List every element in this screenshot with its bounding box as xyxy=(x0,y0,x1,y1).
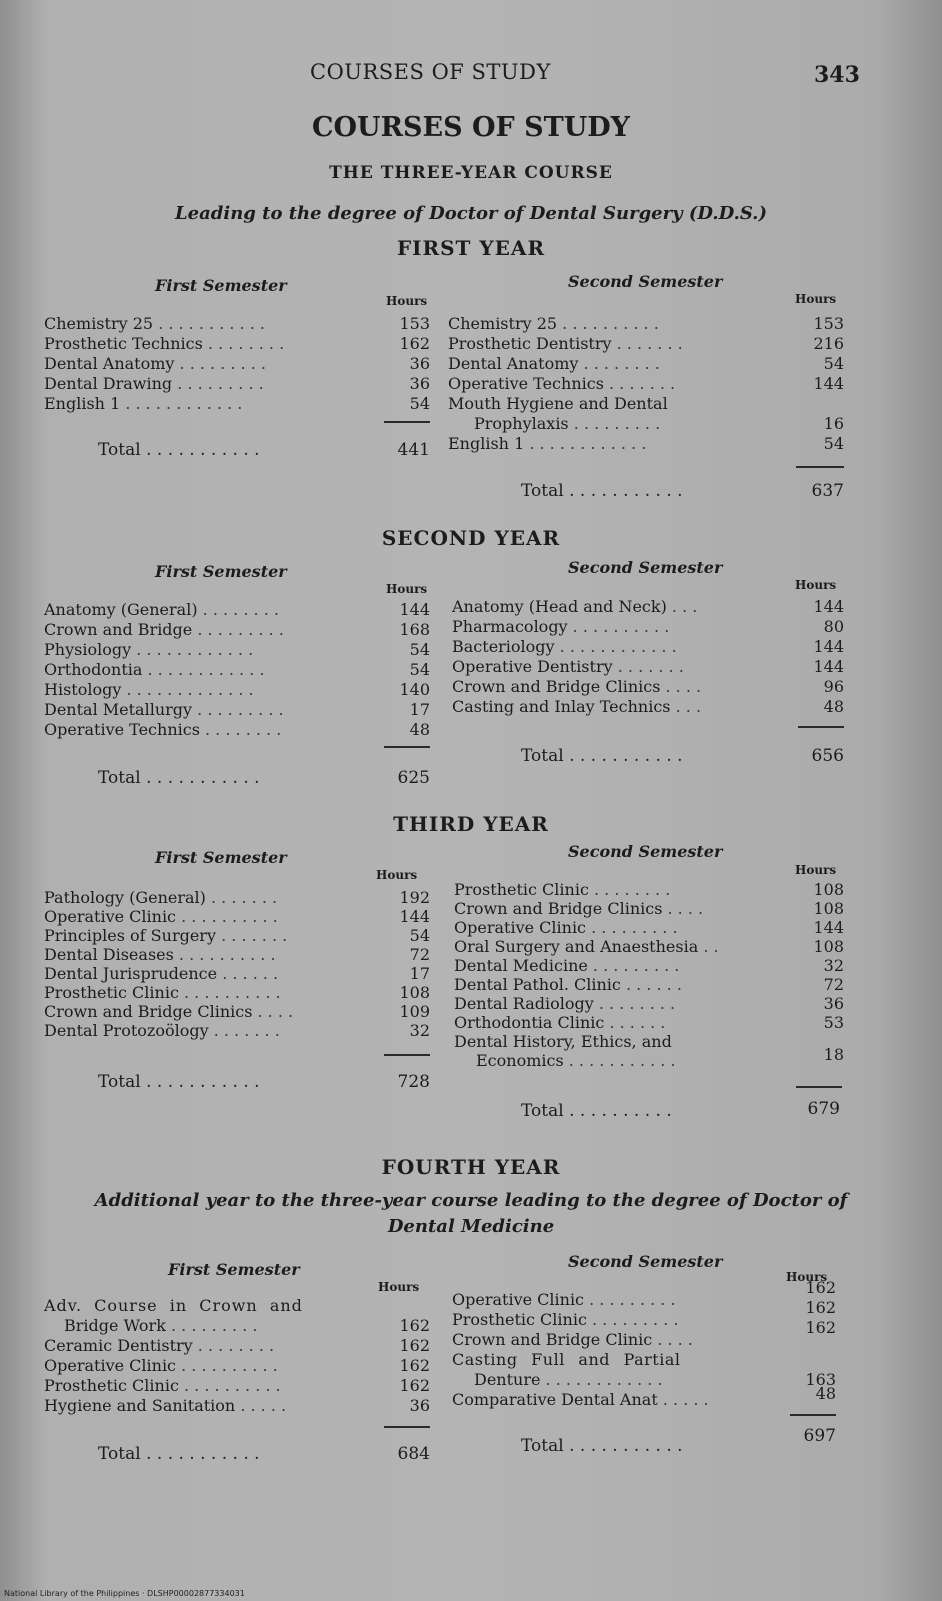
course-hours: 216 xyxy=(813,334,844,353)
leader-dots: . . . . . . . xyxy=(612,657,684,676)
course-hours: 32 xyxy=(409,1021,430,1040)
course-name: Dental Jurisprudence xyxy=(44,964,218,983)
total-row xyxy=(521,1436,683,1456)
total-label: Total xyxy=(521,746,564,766)
leader-dots: . . . . . . . . xyxy=(588,880,671,899)
total-row xyxy=(98,1444,260,1464)
hours-heading: Hours xyxy=(378,1280,420,1294)
course-name: Casting Full and Partial xyxy=(452,1350,681,1369)
course-row xyxy=(454,880,848,899)
leader-dots: . . . . . . . xyxy=(205,888,278,907)
course-hours: 53 xyxy=(823,1013,844,1032)
course-name: Prosthetic Clinic xyxy=(454,880,589,899)
leader-dots: . . . . . . . . . . xyxy=(567,617,670,636)
leader-dots: . . . . . . . . xyxy=(593,994,676,1013)
hours-heading: Hours xyxy=(786,1270,828,1284)
course-row xyxy=(452,1278,842,1310)
course-row xyxy=(44,945,434,964)
leader-dots: . . . . . . . . xyxy=(199,720,282,739)
course-row xyxy=(44,680,434,700)
course-row xyxy=(44,1336,434,1356)
leader-dots: . . . . xyxy=(660,677,702,696)
course-row xyxy=(448,394,848,414)
leader-dots: . . . . . . . . xyxy=(202,334,285,353)
course-row xyxy=(452,657,848,677)
leader-dots: . . . . . . . . xyxy=(578,354,660,373)
course-hours: 108 xyxy=(399,983,430,1002)
course-row xyxy=(44,1376,434,1396)
total-value: 728 xyxy=(397,1072,430,1092)
course-hours: 140 xyxy=(399,680,430,699)
total-rule xyxy=(790,1414,836,1416)
course-hours: 72 xyxy=(823,975,844,994)
hours-heading: Hours xyxy=(795,863,837,877)
total-value: 697 xyxy=(803,1426,836,1446)
course-name: Crown and Bridge xyxy=(44,620,193,639)
leader-dots: . . . . . . . . . xyxy=(586,918,678,937)
leader-dots: . . . xyxy=(666,597,698,616)
hours-heading: Hours xyxy=(376,868,418,882)
course-row xyxy=(454,918,848,937)
course-hours: 17 xyxy=(409,964,430,983)
course-name: Bridge Work xyxy=(64,1316,166,1335)
course-hours: 96 xyxy=(823,677,844,696)
leader-dots: . . . . . . . . . xyxy=(165,1316,258,1335)
total-value: 656 xyxy=(811,746,844,766)
course-hours: 144 xyxy=(813,657,844,676)
leader-dots: . . . . . . . . xyxy=(192,1336,275,1355)
course-list-y2s2 xyxy=(452,597,848,717)
course-name: Ceramic Dentistry xyxy=(44,1336,193,1355)
total-row xyxy=(98,768,260,788)
course-hours: 48 xyxy=(823,697,844,716)
year-title: FIRST YEAR xyxy=(396,236,546,260)
degree-line: Leading to the degree of Doctor of Dental Surgery (D.D.S.) xyxy=(175,203,767,224)
course-name: Operative Clinic xyxy=(454,918,587,937)
course-row xyxy=(452,1370,842,1390)
course-hours: 144 xyxy=(813,597,844,616)
second-semester-heading: Second Semester xyxy=(568,558,723,577)
course-row xyxy=(452,597,848,617)
second-semester-heading: Second Semester xyxy=(568,1252,723,1271)
leader-dots: . . . . . . . . . xyxy=(587,956,680,975)
course-name: Dental Anatomy xyxy=(448,354,579,373)
course-hours: 109 xyxy=(399,1002,430,1021)
course-hours: 54 xyxy=(409,660,430,679)
course-row xyxy=(454,1032,848,1051)
course-row xyxy=(454,956,848,975)
leader-dots: . . . . . . . . . . . . xyxy=(131,640,254,659)
course-name: Operative Technics xyxy=(448,374,604,393)
course-hours: 54 xyxy=(823,354,844,373)
course-name: Dental Radiology xyxy=(454,994,594,1013)
course-name: Dental Metallurgy xyxy=(44,700,193,719)
course-row xyxy=(44,1396,434,1416)
course-row xyxy=(454,1045,848,1070)
course-hours: 162 xyxy=(805,1278,836,1297)
leader-dots: . . . . . . . . . . . . xyxy=(142,660,265,679)
course-name: Casting and Inlay Technics xyxy=(452,697,671,716)
course-name: Mouth Hygiene and Dental xyxy=(448,394,668,413)
course-name: Dental History, Ethics, and xyxy=(454,1032,672,1051)
running-head: COURSES OF STUDY xyxy=(310,60,551,84)
course-name: Adv. Course in Crown and xyxy=(44,1296,303,1315)
course-name: English 1 xyxy=(448,434,525,453)
course-row xyxy=(452,1350,842,1370)
leader-dots: . . . . . . . . . . xyxy=(557,314,659,333)
leader-dots: . . . . . . xyxy=(604,1013,666,1032)
course-name: Hygiene and Sanitation xyxy=(44,1396,236,1415)
course-hours: 54 xyxy=(409,926,430,945)
total-rule xyxy=(796,466,844,468)
course-hours: 162 xyxy=(399,1336,430,1355)
hours-heading: Hours xyxy=(386,294,428,308)
total-label: Total xyxy=(98,440,141,460)
course-name: Pharmacology xyxy=(452,617,568,636)
leader-dots: . . . . . . . . . . xyxy=(176,907,278,926)
course-hours: 163 xyxy=(805,1370,836,1389)
course-row xyxy=(448,354,848,374)
total-label: Total xyxy=(521,481,564,501)
course-hours: 17 xyxy=(409,700,430,719)
leader-dots: . . . . . . . . . xyxy=(192,700,284,719)
course-name: Anatomy (Head and Neck) xyxy=(452,597,667,616)
course-list-y2s1 xyxy=(44,600,434,740)
course-name: Chemistry 25 xyxy=(448,314,558,333)
course-row xyxy=(452,617,848,637)
course-name: Economics xyxy=(476,1051,564,1070)
page-number: 343 xyxy=(814,62,860,88)
course-row xyxy=(44,964,434,983)
total-row xyxy=(521,481,683,501)
course-hours: 48 xyxy=(409,720,430,739)
course-name: Bacteriology xyxy=(452,637,555,656)
course-row xyxy=(454,937,848,956)
leader-dots: . . . . . . . . . . . . . xyxy=(121,680,254,699)
course-hours: 192 xyxy=(399,888,430,907)
leader-dots: . . . . . . . . . . xyxy=(176,1356,278,1375)
course-name: Prosthetic Clinic xyxy=(44,1376,179,1395)
course-hours: 144 xyxy=(813,918,844,937)
total-label: Total xyxy=(521,1436,564,1456)
total-rule xyxy=(798,726,844,728)
course-hours: 162 xyxy=(399,1376,430,1395)
course-list-y3s1 xyxy=(44,888,434,1040)
course-name: Histology xyxy=(44,680,122,699)
total-value: 441 xyxy=(397,440,430,460)
course-hours: 162 xyxy=(805,1298,836,1317)
first-semester-heading: First Semester xyxy=(168,1260,300,1279)
course-name: Pathology (General) xyxy=(44,888,206,907)
course-hours: 36 xyxy=(823,994,844,1013)
course-row xyxy=(44,1002,434,1021)
course-name: Operative Dentistry xyxy=(452,657,613,676)
first-semester-heading: First Semester xyxy=(155,562,287,581)
course-row xyxy=(44,620,434,640)
leader-dots: . . . xyxy=(670,697,702,716)
course-hours: 72 xyxy=(409,945,430,964)
leader-dots: . . . . . . . . . xyxy=(586,1310,679,1329)
year-title: THIRD YEAR xyxy=(393,812,549,836)
course-row xyxy=(452,1384,842,1410)
course-hours: 36 xyxy=(409,374,430,393)
total-label: Total xyxy=(98,1072,141,1092)
course-name: Oral Surgery and Anaesthesia xyxy=(454,937,699,956)
course-hours: 32 xyxy=(823,956,844,975)
leader-dots: . . . . . . . . . . . xyxy=(563,746,683,766)
course-row xyxy=(44,983,434,1002)
leader-dots: . . . . . . xyxy=(620,975,682,994)
leader-dots: . . . . xyxy=(252,1002,294,1021)
leader-dots: . . . . . . . . . xyxy=(172,374,264,393)
course-name: Principles of Surgery xyxy=(44,926,216,945)
leader-dots: . . . . . . xyxy=(217,964,279,983)
total-rule xyxy=(796,1086,842,1088)
total-value: 684 xyxy=(397,1444,430,1464)
course-hours: 144 xyxy=(399,907,430,926)
course-name: Operative Technics xyxy=(44,720,200,739)
leader-dots: . . . . xyxy=(662,899,704,918)
course-hours: 153 xyxy=(813,314,844,333)
course-row xyxy=(452,637,848,657)
course-hours: 108 xyxy=(813,880,844,899)
fourth-year-note: Additional year to the three-year course leading to the degree of Doctor of xyxy=(94,1190,848,1211)
course-row xyxy=(44,354,434,374)
year-title: SECOND YEAR xyxy=(381,526,561,550)
course-row xyxy=(448,374,848,394)
course-row xyxy=(448,414,848,434)
course-list-y4s2 xyxy=(452,1278,842,1410)
leader-dots: . . . . . xyxy=(235,1396,287,1415)
leader-dots: . . . . . . . . . . . . xyxy=(554,637,677,656)
leader-dots: . . . . . . . . . . . xyxy=(140,440,260,460)
course-list-y3s2 xyxy=(454,880,848,1070)
course-name: Operative Clinic xyxy=(44,1356,177,1375)
leader-dots: . . . . . . . . . . . xyxy=(563,1051,676,1070)
leader-dots: . . . . . . . . . . . xyxy=(563,481,683,501)
course-hours: 108 xyxy=(813,937,844,956)
course-row xyxy=(44,374,434,394)
hours-heading: Hours xyxy=(386,582,428,596)
total-rule xyxy=(384,746,430,748)
course-list-y1s2 xyxy=(448,314,848,454)
fourth-year-note-2: Dental Medicine xyxy=(387,1216,555,1237)
course-name: Dental Drawing xyxy=(44,374,173,393)
course-row xyxy=(454,899,848,918)
course-row xyxy=(448,314,848,334)
leader-dots: . . xyxy=(698,937,719,956)
total-rule xyxy=(384,1426,430,1428)
leader-dots: . . . . . . . . . . xyxy=(178,1376,281,1395)
course-hours: 54 xyxy=(409,394,430,413)
course-row xyxy=(454,994,848,1013)
leader-dots: . . . . . . . xyxy=(216,926,288,945)
leader-dots: . . . . . . . . . . . xyxy=(140,1072,260,1092)
leader-dots: . . . . . . . . . . xyxy=(178,983,281,1002)
leader-dots: . . . . . . . xyxy=(611,334,683,353)
leader-dots: . . . . . . . . . . . xyxy=(140,768,260,788)
course-list-y4s1 xyxy=(44,1296,434,1416)
course-hours: 16 xyxy=(823,414,844,433)
course-hours: 54 xyxy=(409,640,430,659)
course-name: Operative Clinic xyxy=(44,907,177,926)
course-hours: 162 xyxy=(805,1318,836,1337)
course-name: Prosthetic Dentistry xyxy=(448,334,612,353)
course-row xyxy=(452,677,848,697)
course-name: Prophylaxis xyxy=(474,414,569,433)
first-semester-heading: First Semester xyxy=(155,276,287,295)
course-row xyxy=(44,1316,434,1336)
course-name: Dental Diseases xyxy=(44,945,174,964)
library-footer: National Library of the Philippines · DLSHP00002877334031 xyxy=(4,1589,245,1598)
course-name: Orthodontia Clinic xyxy=(454,1013,605,1032)
course-row xyxy=(44,314,434,334)
total-value: 625 xyxy=(397,768,430,788)
course-row xyxy=(44,700,434,720)
hours-heading: Hours xyxy=(795,292,837,306)
course-name: Crown and Bridge Clinics xyxy=(454,899,663,918)
course-row xyxy=(44,600,434,620)
course-name: Crown and Bridge Clinics xyxy=(452,677,661,696)
course-name: Prosthetic Technics xyxy=(44,334,203,353)
course-hours: 108 xyxy=(813,899,844,918)
course-name: Crown and Bridge Clinics xyxy=(44,1002,253,1021)
leader-dots: . . . . . . . . . xyxy=(568,414,661,433)
course-row xyxy=(454,975,848,994)
course-name: Operative Clinic xyxy=(452,1290,585,1309)
course-hours: 36 xyxy=(409,354,430,373)
course-row xyxy=(452,697,848,717)
course-row xyxy=(448,434,848,454)
course-name: Dental Protozoölogy xyxy=(44,1021,209,1040)
course-list-y1s1 xyxy=(44,314,434,414)
course-row xyxy=(44,907,434,926)
hours-heading: Hours xyxy=(795,578,837,592)
course-name: Orthodontia xyxy=(44,660,143,679)
leader-dots: . . . . . . . . . . . xyxy=(563,1436,683,1456)
course-hours: 162 xyxy=(399,1316,430,1335)
course-hours: 153 xyxy=(399,314,430,333)
course-name: Comparative Dental Anat xyxy=(452,1390,658,1409)
first-semester-heading: First Semester xyxy=(155,848,287,867)
course-name: Dental Medicine xyxy=(454,956,588,975)
leader-dots: . . . . xyxy=(652,1330,693,1349)
second-semester-heading: Second Semester xyxy=(568,842,723,861)
course-name: Crown and Bridge Clinic xyxy=(452,1330,653,1349)
total-value: 679 xyxy=(807,1099,840,1119)
year-title: FOURTH YEAR xyxy=(381,1155,561,1179)
total-value: 637 xyxy=(811,481,844,501)
course-hours: 144 xyxy=(813,637,844,656)
course-row xyxy=(44,888,434,907)
total-row xyxy=(98,1072,260,1092)
course-row xyxy=(44,1356,434,1376)
course-name: English 1 xyxy=(44,394,121,413)
course-name: Dental Pathol. Clinic xyxy=(454,975,621,994)
leader-dots: . . . . . . . . . . . xyxy=(140,1444,260,1464)
course-hours: 36 xyxy=(409,1396,430,1415)
leader-dots: . . . . . . . . . . xyxy=(173,945,276,964)
leader-dots: . . . . . . . . . xyxy=(584,1290,676,1309)
total-row xyxy=(98,440,260,460)
total-label: Total xyxy=(98,768,141,788)
course-row xyxy=(454,1013,848,1032)
course-hours: 162 xyxy=(399,1356,430,1375)
leader-dots: . . . . . . . . xyxy=(197,600,279,619)
course-row xyxy=(44,1296,434,1316)
course-hours: 144 xyxy=(399,600,430,619)
total-rule xyxy=(384,421,430,423)
leader-dots: . . . . . . . . . . . . xyxy=(524,434,647,453)
course-hours: 168 xyxy=(399,620,430,639)
course-hours: 80 xyxy=(823,617,844,636)
leader-dots: . . . . . . . . . xyxy=(192,620,284,639)
course-hours: 162 xyxy=(399,334,430,353)
course-row xyxy=(44,926,434,945)
total-row xyxy=(521,1101,672,1121)
page-title: COURSES OF STUDY xyxy=(312,112,630,143)
course-row xyxy=(44,1021,434,1040)
course-row xyxy=(448,334,848,354)
course-hours: 144 xyxy=(813,374,844,393)
leader-dots: . . . . . . . . . . . xyxy=(153,314,265,333)
leader-dots: . . . . . . . . . . . . xyxy=(120,394,243,413)
course-subtitle: THE THREE-YEAR COURSE xyxy=(329,163,613,183)
total-rule xyxy=(384,1054,430,1056)
course-name: Anatomy (General) xyxy=(44,600,198,619)
total-label: Total xyxy=(521,1101,564,1121)
course-name: Denture xyxy=(474,1370,541,1389)
total-label: Total xyxy=(98,1444,141,1464)
leader-dots: . . . . . xyxy=(657,1390,709,1409)
course-hours: 18 xyxy=(823,1045,844,1064)
second-semester-heading: Second Semester xyxy=(568,272,723,291)
leader-dots: . . . . . . . xyxy=(603,374,676,393)
course-name: Chemistry 25 xyxy=(44,314,154,333)
course-row xyxy=(44,394,434,414)
course-row xyxy=(44,640,434,660)
course-name: Dental Anatomy xyxy=(44,354,175,373)
leader-dots: . . . . . . . . . xyxy=(174,354,266,373)
course-name: Prosthetic Clinic xyxy=(44,983,179,1002)
leader-dots: . . . . . . . . . . xyxy=(563,1101,672,1121)
course-hours: 54 xyxy=(823,434,844,453)
total-row xyxy=(521,746,683,766)
course-row xyxy=(44,720,434,740)
course-name: Prosthetic Clinic xyxy=(452,1310,587,1329)
course-name: Physiology xyxy=(44,640,132,659)
course-row xyxy=(44,660,434,680)
leader-dots: . . . . . . . . . . . . xyxy=(540,1370,663,1389)
course-row xyxy=(44,334,434,354)
course-hours: 48 xyxy=(815,1384,836,1403)
leader-dots: . . . . . . . xyxy=(208,1021,280,1040)
